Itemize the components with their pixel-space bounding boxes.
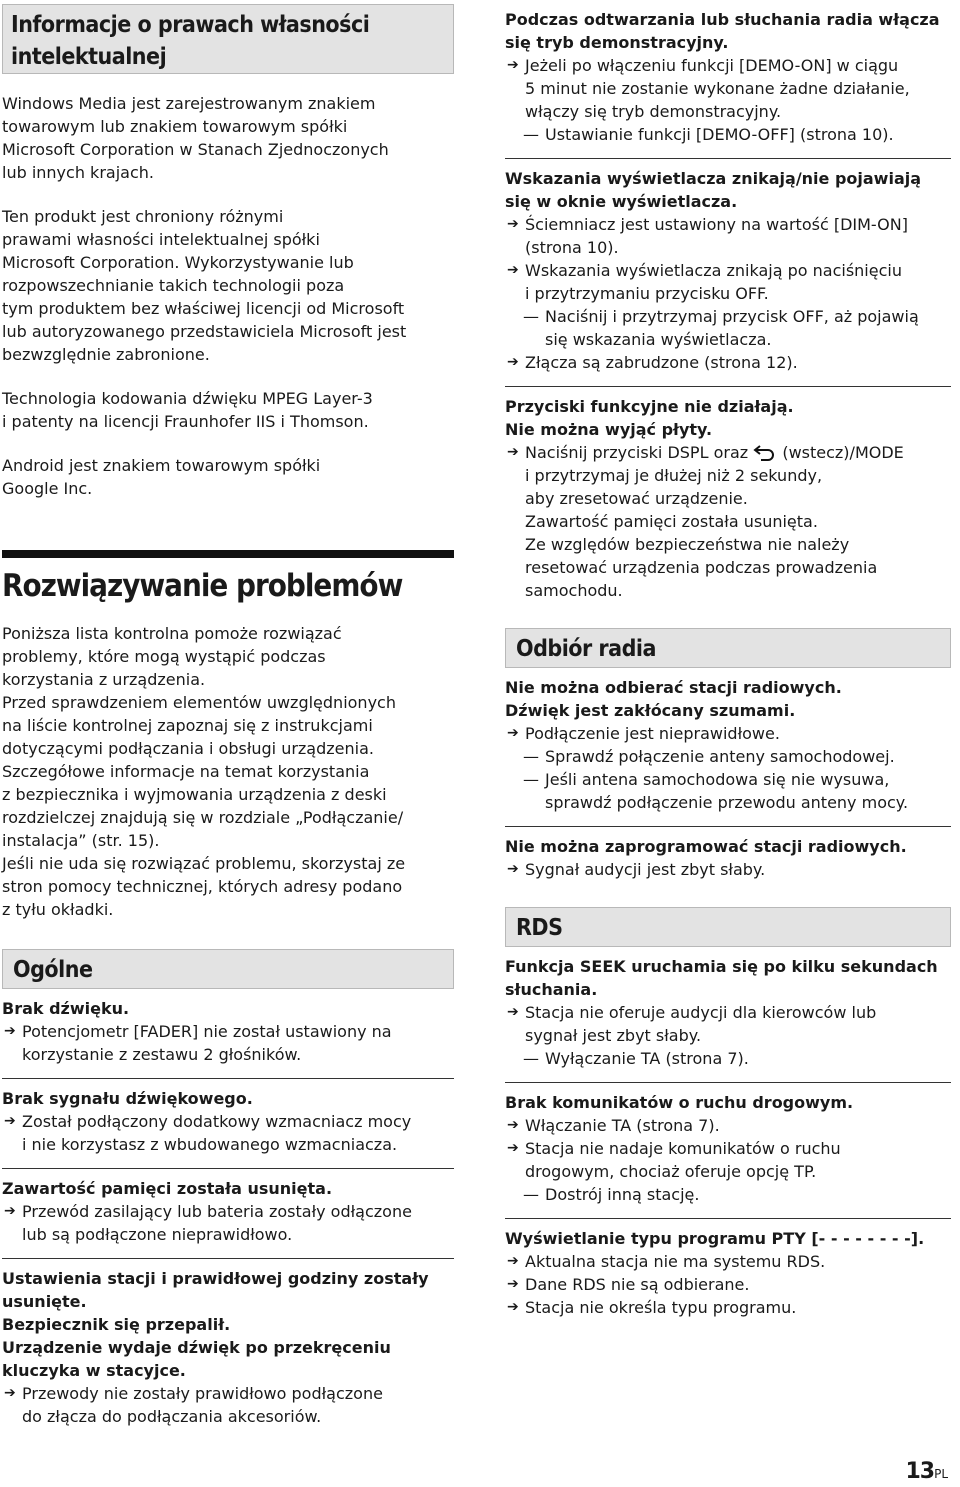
solution-item: ➔ Stacja nie oferuje audycji dla kierowców lub sygnał jest zbyt słaby. [507, 1003, 877, 1045]
problem-title: Wskazania wyświetlacza znikają/nie pojawiają się w oknie wyświetlacza. [505, 169, 922, 211]
problem-title: Zawartość pamięci została usunięta. [2, 1179, 333, 1198]
solution-item: ➔ Naciśnij przyciski DSPL oraz (wstecz)/MODE i przytrzymaj je dłużej niż 2 sekundy, aby zresetować urządzenie. Zawartość pamięci została usunięta. Ze względów bezpieczeństwa nie należy resetować urządzenia podczas prowadzenia samochodu. [507, 443, 904, 600]
page-number: 13PL [905, 1459, 948, 1484]
arrow-icon: ➔ [507, 216, 519, 232]
problem-title: Brak sygnału dźwiękowego. [2, 1089, 253, 1108]
arrow-icon: ➔ [507, 861, 519, 877]
page-language-suffix: PL [934, 1467, 948, 1481]
dash-icon: — [523, 770, 539, 789]
section-rule [2, 550, 454, 558]
sub-solution-item: — Ustawianie funkcji [DEMO-OFF] (strona 10). [523, 125, 894, 144]
arrow-icon: ➔ [507, 262, 519, 278]
back-icon [753, 443, 777, 461]
entry-no-preset [505, 826, 951, 881]
entry-no-radio [505, 676, 951, 814]
arrow-icon: ➔ [507, 57, 519, 73]
radio-section-header: Odbiór radia [505, 628, 951, 668]
troubleshooting-intro: Poniższa lista kontrolna pomoże rozwiązać problemy, które mogą wystąpić podczas korzystania z urządzenia. Przed sprawdzeniem elementów uwzględnionych na liście kontrolnej zapoznaj się z instrukcjami dotyczącymi podłączania i obsługi urządzenia. Szczegółowe informacje na temat korzystania z bezpiecznika i wyjmowania urządzenia z deski rozdzielczej znajdują się w rozdziale „Podłączanie/ instalacja” (str. 15). Jeśli nie uda się rozwiązać problemu, skorzystaj ze stron pomocy technicznej, których adresy podano z tyłu okładki. [2, 624, 406, 919]
solution-item: ➔ Podłączenie jest nieprawidłowe. [507, 724, 780, 743]
arrow-icon: ➔ [507, 1253, 519, 1269]
left-column [2, 0, 454, 1428]
dash-icon: — [523, 1049, 539, 1068]
solution-item: ➔ Jeżeli po włączeniu funkcji [DEMO-ON] w ciągu 5 minut nie zostanie wykonane żadne działanie, włączy się tryb demonstracyjny. [507, 56, 910, 121]
sub-solution-item: — Wyłączanie TA (strona 7). [523, 1049, 749, 1068]
arrow-icon: ➔ [4, 1113, 16, 1129]
dash-icon: — [523, 747, 539, 766]
general-entry-no-beep [2, 1078, 454, 1156]
ip-paragraph-windows-media: Windows Media jest zarejestrowanym znakiem towarowym lub znakiem towarowym spółki Microsoft Corporation w Stanach Zjednoczonych lub innych krajach. [2, 94, 389, 182]
sub-solution-item: — Sprawdź połączenie anteny samochodowej. [523, 747, 895, 766]
general-entry-settings-erased [2, 1258, 454, 1428]
solution-item: ➔ Złącza są zabrudzone (strona 12). [507, 353, 798, 372]
general-entry-memory-erased [2, 1168, 454, 1246]
solution-item: ➔ Potencjometr [FADER] nie został ustawiony na korzystanie z zestawu 2 głośników. [4, 1022, 392, 1064]
entry-display-disappears [505, 158, 951, 374]
problem-title: Nie można zaprogramować stacji radiowych. [505, 837, 907, 856]
right-column [505, 0, 951, 1319]
sub-solution-item: — Dostrój inną stację. [523, 1185, 700, 1204]
entry-demo-mode [505, 8, 951, 146]
solution-item: ➔ Sygnał audycji jest zbyt słaby. [507, 860, 766, 879]
problem-title: Funkcja SEEK uruchamia się po kilku sekundach słuchania. [505, 957, 938, 999]
dash-icon: — [523, 307, 539, 326]
sub-solution-item: — Naciśnij i przytrzymaj przycisk OFF, aż pojawią się wskazania wyświetlacza. [523, 307, 919, 349]
entry-pty [505, 1218, 951, 1319]
arrow-icon: ➔ [507, 1299, 519, 1315]
general-section-header: Ogólne [2, 949, 454, 989]
arrow-icon: ➔ [507, 1004, 519, 1020]
solution-item: ➔ Przewód zasilający lub bateria zostały odłączone lub są podłączone nieprawidłowo. [4, 1202, 412, 1244]
sub-solution-item: — Jeśli antena samochodowa się nie wysuwa, sprawdź podłączenie przewodu anteny mocy. [523, 770, 909, 812]
entry-seek [505, 955, 951, 1070]
dash-icon: — [523, 1185, 539, 1204]
solution-item: ➔ Dane RDS nie są odbierane. [507, 1275, 750, 1294]
arrow-icon: ➔ [4, 1203, 16, 1219]
solution-item: ➔ Włączanie TA (strona 7). [507, 1116, 720, 1135]
entry-no-traffic [505, 1082, 951, 1206]
ip-section-header [2, 4, 454, 74]
ip-paragraph-mpeg: Technologia kodowania dźwięku MPEG Layer-3 i patenty na licencji Fraunhofer IIS i Thomson. [2, 389, 373, 431]
dash-icon: — [523, 125, 539, 144]
problem-title: Brak komunikatów o ruchu drogowym. [505, 1093, 854, 1112]
general-entry-no-sound [2, 997, 454, 1066]
ip-section-title: Informacje o prawach własności intelektualnej [11, 12, 370, 70]
arrow-icon: ➔ [507, 444, 519, 460]
problem-title: Przyciski funkcyjne nie działają. Nie można wyjąć płyty. [505, 397, 794, 439]
arrow-icon: ➔ [4, 1385, 16, 1401]
arrow-icon: ➔ [507, 1140, 519, 1156]
problem-title: Brak dźwięku. [2, 999, 130, 1018]
solution-item: ➔ Aktualna stacja nie ma systemu RDS. [507, 1252, 826, 1271]
arrow-icon: ➔ [507, 725, 519, 741]
rds-section-header: RDS [505, 907, 951, 947]
ip-paragraph-android: Android jest znakiem towarowym spółki Google Inc. [2, 456, 321, 498]
solution-item: ➔ Stacja nie nadaje komunikatów o ruchu drogowym, chociaż oferuje opcję TP. [507, 1139, 841, 1181]
solution-item: ➔ Stacja nie określa typu programu. [507, 1298, 797, 1317]
solution-item: ➔ Przewody nie zostały prawidłowo podłączone do złącza do podłączania akcesoriów. [4, 1384, 383, 1426]
problem-title: Ustawienia stacji i prawidłowej godziny zostały usunięte. Bezpiecznik się przepalił. Urządzenie wydaje dźwięk po przekręceniu kluczyka w stacyjce. [2, 1269, 429, 1380]
arrow-icon: ➔ [507, 1276, 519, 1292]
solution-item: ➔ Ściemniacz jest ustawiony na wartość [DIM-ON] (strona 10). [507, 215, 908, 257]
solution-item: ➔ Został podłączony dodatkowy wzmacniacz mocy i nie korzystasz z wbudowanego wzmacniacza. [4, 1112, 412, 1154]
arrow-icon: ➔ [507, 1117, 519, 1133]
ip-paragraph-microsoft: Ten produkt jest chroniony różnymi prawami własności intelektualnej spółki Microsoft Corporation. Wykorzystywanie lub rozpowszechnianie takich technologii poza tym produktem bez właściwej licencji od Microsoft lub autoryzowanego przedstawiciela Microsoft jest bezwzględnie zabronione. [2, 207, 407, 364]
arrow-icon: ➔ [4, 1023, 16, 1039]
entry-buttons-not-working [505, 386, 951, 602]
arrow-icon: ➔ [507, 354, 519, 370]
problem-title: Podczas odtwarzania lub słuchania radia włącza się tryb demonstracyjny. [505, 10, 940, 52]
problem-title: Wyświetlanie typu programu PTY [- - - - - - - -]. [505, 1229, 925, 1248]
problem-title: Nie można odbierać stacji radiowych. Dźwięk jest zakłócany szumami. [505, 678, 842, 720]
troubleshooting-title: Rozwiązywanie problemów [2, 568, 403, 604]
solution-item: ➔ Wskazania wyświetlacza znikają po naciśnięciu i przytrzymaniu przycisku OFF. [507, 261, 902, 303]
